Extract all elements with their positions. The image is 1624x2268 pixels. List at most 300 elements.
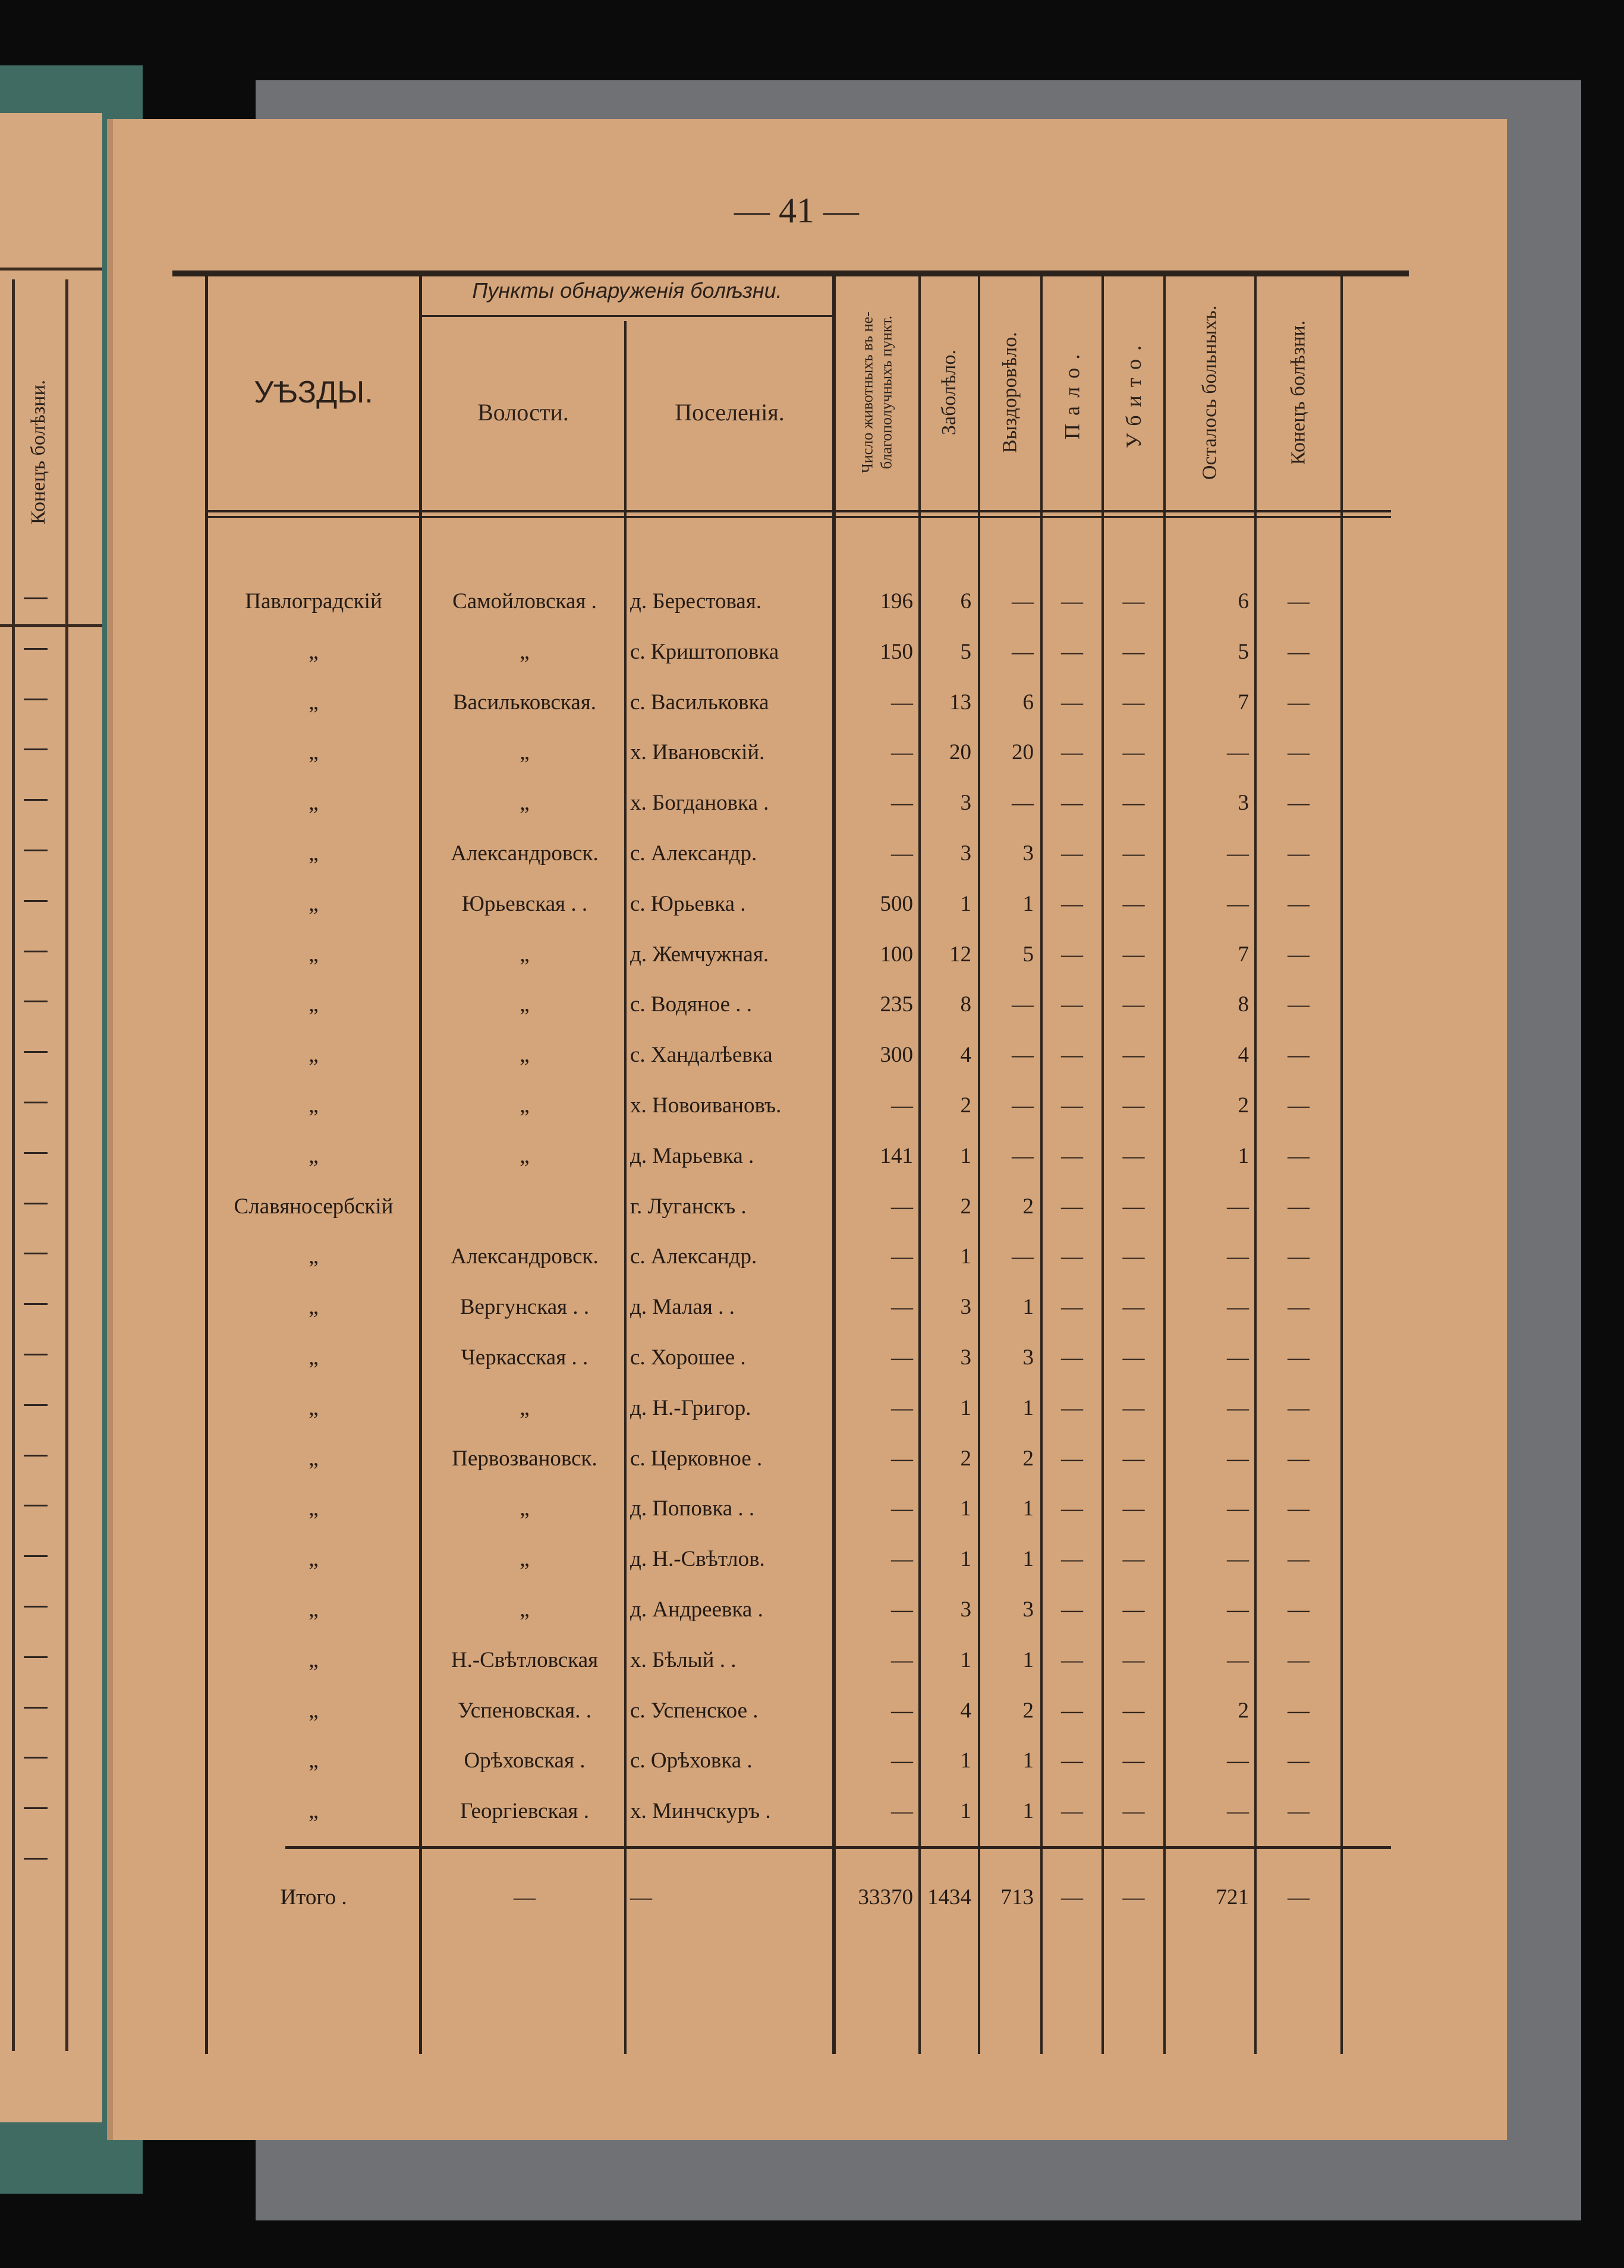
row-20-died-cell: — [1061,1597,1083,1622]
row-17-volost-cell: Первозвановск. [452,1446,597,1471]
row-18-end-cell: — [1288,1496,1310,1521]
row-20-ill-cell: 3 [960,1597,971,1622]
left-page-dash [24,799,48,801]
left-page-dash [24,1757,48,1759]
left-page-dash [24,1707,48,1709]
row-20-volost-cell: „ [520,1597,530,1622]
row-16-settlement-cell: д. Н.-Григор. [630,1396,751,1420]
row-23-ill-cell: 1 [960,1748,971,1773]
total-remain-cell: 721 [1216,1885,1249,1910]
row-6-end-cell: — [1288,892,1310,916]
row-16-remain-cell: — [1227,1396,1249,1420]
row-23-remain-cell: — [1227,1748,1249,1773]
row-3-died-cell: — [1061,740,1083,765]
row-24-died-cell: — [1061,1799,1083,1823]
total-recovered-cell: 713 [1000,1885,1034,1910]
row-10-district-cell: „ [309,1093,319,1118]
row-8-settlement-cell: с. Водяное . . [630,992,753,1017]
row-16-end-cell: — [1288,1396,1310,1420]
left-page-dash [24,1102,48,1103]
row-23-district-cell: „ [309,1748,319,1773]
row-6-volost-cell: Юрьевская . . [461,892,588,916]
row-11-remain-cell: 1 [1238,1144,1249,1168]
row-11-district-cell: „ [309,1144,319,1168]
row-16-volost-cell: „ [520,1396,530,1420]
page-number: — 41 — [734,191,859,230]
row-1-recovered-cell: — [1012,640,1034,664]
row-11-ill-cell: 1 [960,1144,971,1168]
row-13-settlement-cell: с. Александр. [630,1244,757,1269]
row-9-remain-cell: 4 [1238,1043,1249,1067]
row-4-killed-cell: — [1122,791,1145,815]
row-11-killed-cell: — [1122,1144,1145,1168]
row-18-ill-cell: 1 [960,1496,971,1521]
row-0-district-cell: Павлоградскій [245,589,382,614]
left-page-column-header: Конецъ болѣзни. [27,379,49,524]
row-13-recovered-cell: — [1012,1244,1034,1269]
row-4-recovered-cell: — [1012,791,1034,815]
row-0-remain-cell: 6 [1238,589,1249,614]
row-0-end-cell: — [1288,589,1310,614]
row-14-killed-cell: — [1122,1295,1145,1319]
row-24-end-cell: — [1288,1799,1310,1823]
row-15-ill-cell: 3 [960,1345,971,1370]
row-24-district-cell: „ [309,1799,319,1823]
row-17-district-cell: „ [309,1446,319,1471]
row-7-ill-cell: 12 [949,942,971,967]
left-page-header-rule [0,624,102,627]
row-18-died-cell: — [1061,1496,1083,1521]
left-page-dash [24,1203,48,1204]
row-3-end-cell: — [1288,740,1310,765]
left-page-dash [24,1303,48,1305]
row-20-animals-cell: — [891,1597,913,1622]
killed-header: Убито. [1122,336,1145,448]
row-0-recovered-cell: — [1012,589,1034,614]
row-12-settlement-cell: г. Луганскъ . [630,1194,747,1219]
left-page-dash [24,850,48,851]
row-4-animals-cell: — [891,791,913,815]
row-8-remain-cell: 8 [1238,992,1249,1017]
row-20-end-cell: — [1288,1597,1310,1622]
row-24-recovered-cell: 1 [1022,1799,1034,1823]
row-23-recovered-cell: 1 [1022,1748,1034,1773]
row-6-district-cell: „ [309,892,319,916]
points-group-header: Пункты обнаруженія болѣзни. [472,278,782,303]
row-9-district-cell: „ [309,1043,319,1067]
row-16-district-cell: „ [309,1396,319,1420]
row-24-animals-cell: — [891,1799,913,1823]
row-19-ill-cell: 1 [960,1547,971,1571]
left-page-fragment [0,113,102,2122]
row-10-recovered-cell: — [1012,1093,1034,1118]
row-0-killed-cell: — [1122,589,1145,614]
left-page-dash [24,748,48,750]
row-20-remain-cell: — [1227,1597,1249,1622]
row-4-settlement-cell: х. Богдановка . [630,791,769,815]
row-20-settlement-cell: д. Андреевка . [630,1597,763,1622]
row-9-animals-cell: 300 [880,1043,913,1067]
row-5-settlement-cell: с. Александр. [630,841,757,866]
row-1-remain-cell: 5 [1238,640,1249,664]
left-page-dash [24,1505,48,1506]
row-9-end-cell: — [1288,1043,1310,1067]
total-volost-cell: — [514,1885,536,1910]
row-10-killed-cell: — [1122,1093,1145,1118]
row-8-end-cell: — [1288,992,1310,1017]
row-15-killed-cell: — [1122,1345,1145,1370]
table-top-rule [172,270,1409,276]
row-17-killed-cell: — [1122,1446,1145,1471]
row-7-recovered-cell: 5 [1022,942,1034,967]
row-17-settlement-cell: с. Церковное . [630,1446,763,1471]
row-10-ill-cell: 2 [960,1093,971,1118]
row-18-district-cell: „ [309,1496,319,1521]
left-page-dash [24,597,48,599]
total-district-cell: Итого . [280,1885,347,1910]
row-14-settlement-cell: д. Малая . . [630,1295,735,1319]
row-6-animals-cell: 500 [880,892,913,916]
row-20-killed-cell: — [1122,1597,1145,1622]
row-23-animals-cell: — [891,1748,913,1773]
row-5-end-cell: — [1288,841,1310,866]
row-4-end-cell: — [1288,791,1310,815]
row-0-animals-cell: 196 [880,589,913,614]
row-17-ill-cell: 2 [960,1446,971,1471]
row-12-died-cell: — [1061,1194,1083,1219]
row-4-district-cell: „ [309,791,319,815]
row-3-animals-cell: — [891,740,913,765]
row-11-died-cell: — [1061,1144,1083,1168]
row-6-recovered-cell: 1 [1022,892,1034,916]
row-15-recovered-cell: 3 [1022,1345,1034,1370]
row-6-settlement-cell: с. Юрьевка . [630,892,746,916]
left-page-dash [24,951,48,952]
row-13-volost-cell: Александровск. [451,1244,599,1269]
row-22-ill-cell: 4 [960,1698,971,1723]
row-2-end-cell: — [1288,690,1310,715]
row-2-animals-cell: — [891,690,913,715]
row-10-end-cell: — [1288,1093,1310,1118]
row-5-animals-cell: — [891,841,913,866]
row-23-killed-cell: — [1122,1748,1145,1773]
row-10-settlement-cell: х. Новоивановъ. [630,1093,782,1118]
row-16-ill-cell: 1 [960,1396,971,1420]
row-7-district-cell: „ [309,942,319,967]
row-1-animals-cell: 150 [880,640,913,664]
row-1-district-cell: „ [309,640,319,664]
row-9-recovered-cell: — [1012,1043,1034,1067]
row-12-district-cell: Славяносербскій [234,1194,394,1219]
row-6-died-cell: — [1061,892,1083,916]
column-rule [624,321,627,2054]
row-11-volost-cell: „ [520,1144,530,1168]
row-1-ill-cell: 5 [960,640,971,664]
row-24-killed-cell: — [1122,1799,1145,1823]
left-page-dash [24,1354,48,1355]
row-19-settlement-cell: д. Н.-Свѣтлов. [630,1547,765,1571]
row-19-animals-cell: — [891,1547,913,1571]
row-8-recovered-cell: — [1012,992,1034,1017]
row-1-settlement-cell: с. Криштоповка [630,640,779,664]
row-21-district-cell: „ [309,1648,319,1672]
row-13-died-cell: — [1061,1244,1083,1269]
left-page-dash [24,1001,48,1002]
row-12-recovered-cell: 2 [1022,1194,1034,1219]
left-page-dash [24,1253,48,1254]
row-14-recovered-cell: 1 [1022,1295,1034,1319]
row-17-died-cell: — [1061,1446,1083,1471]
row-8-animals-cell: 235 [880,992,913,1017]
row-5-died-cell: — [1061,841,1083,866]
left-page-dash [24,1455,48,1457]
left-page-column-rule [65,279,68,2051]
group-header-underline [422,315,832,317]
row-22-remain-cell: 2 [1238,1698,1249,1723]
total-end-cell: — [1288,1885,1310,1910]
row-0-ill-cell: 6 [960,589,971,614]
row-5-recovered-cell: 3 [1022,841,1034,866]
row-13-killed-cell: — [1122,1244,1145,1269]
row-12-remain-cell: — [1227,1194,1249,1219]
row-8-died-cell: — [1061,992,1083,1017]
row-9-volost-cell: „ [520,1043,530,1067]
header-bottom-rule-2 [208,516,1391,518]
row-8-district-cell: „ [309,992,319,1017]
row-1-end-cell: — [1288,640,1310,664]
total-killed-cell: — [1122,1885,1145,1910]
row-21-volost-cell: Н.-Свѣтловская [451,1648,599,1672]
row-22-killed-cell: — [1122,1698,1145,1723]
row-19-recovered-cell: 1 [1022,1547,1034,1571]
districts-header: УѢЗДЫ. [254,375,373,410]
row-2-district-cell: „ [309,690,319,715]
row-8-ill-cell: 8 [960,992,971,1017]
left-page-dash [24,1606,48,1608]
row-18-settlement-cell: д. Поповка . . [630,1496,755,1521]
row-14-ill-cell: 3 [960,1295,971,1319]
row-7-settlement-cell: д. Жемчужная. [630,942,769,967]
total-separator-rule [285,1846,1391,1849]
row-22-volost-cell: Успеновская. . [458,1698,591,1723]
row-16-recovered-cell: 1 [1022,1396,1034,1420]
row-21-ill-cell: 1 [960,1648,971,1672]
row-22-district-cell: „ [309,1698,319,1723]
row-9-killed-cell: — [1122,1043,1145,1067]
row-6-ill-cell: 1 [960,892,971,916]
row-18-animals-cell: — [891,1496,913,1521]
row-10-died-cell: — [1061,1093,1083,1118]
row-9-ill-cell: 4 [960,1043,971,1067]
row-21-died-cell: — [1061,1648,1083,1672]
row-5-remain-cell: — [1227,841,1249,866]
row-3-killed-cell: — [1122,740,1145,765]
row-15-district-cell: „ [309,1345,319,1370]
row-13-remain-cell: — [1227,1244,1249,1269]
died-header: Пало. [1060,345,1084,439]
row-3-settlement-cell: х. Ивановскій. [630,740,765,765]
left-page-dash [24,1656,48,1658]
row-20-recovered-cell: 3 [1022,1597,1034,1622]
row-12-killed-cell: — [1122,1194,1145,1219]
row-7-remain-cell: 7 [1238,942,1249,967]
row-5-ill-cell: 3 [960,841,971,866]
row-12-end-cell: — [1288,1194,1310,1219]
row-8-killed-cell: — [1122,992,1145,1017]
row-2-ill-cell: 13 [949,690,971,715]
row-14-end-cell: — [1288,1295,1310,1319]
volosts-header: Волости. [477,399,569,426]
row-2-settlement-cell: с. Васильковка [630,690,769,715]
row-21-killed-cell: — [1122,1648,1145,1672]
row-14-district-cell: „ [309,1295,319,1319]
left-page-dash [24,1051,48,1053]
row-15-animals-cell: — [891,1345,913,1370]
row-2-died-cell: — [1061,690,1083,715]
row-5-volost-cell: Александровск. [451,841,599,866]
row-4-ill-cell: 3 [960,791,971,815]
row-11-animals-cell: 141 [880,1144,913,1168]
row-2-recovered-cell: 6 [1022,690,1034,715]
settlements-header: Поселенія. [675,399,785,426]
document-page [107,119,1507,2140]
row-10-volost-cell: „ [520,1093,530,1118]
row-4-died-cell: — [1061,791,1083,815]
row-5-district-cell: „ [309,841,319,866]
row-16-animals-cell: — [891,1396,913,1420]
row-3-ill-cell: 20 [949,740,971,765]
row-1-volost-cell: „ [520,640,530,664]
row-0-died-cell: — [1061,589,1083,614]
row-7-end-cell: — [1288,942,1310,967]
row-6-killed-cell: — [1122,892,1145,916]
row-23-settlement-cell: с. Орѣховка . [630,1748,753,1773]
left-page-dash [24,1555,48,1557]
row-19-remain-cell: — [1227,1547,1249,1571]
row-22-animals-cell: — [891,1698,913,1723]
row-18-killed-cell: — [1122,1496,1145,1521]
row-20-district-cell: „ [309,1597,319,1622]
row-13-animals-cell: — [891,1244,913,1269]
row-19-died-cell: — [1061,1547,1083,1571]
row-22-died-cell: — [1061,1698,1083,1723]
row-16-killed-cell: — [1122,1396,1145,1420]
row-17-animals-cell: — [891,1446,913,1471]
end-header: Конецъ болѣзни. [1287,320,1310,465]
animals-header: Число животныхъ въ не-благополучныхъ пункт. [858,312,895,473]
header-bottom-rule [208,510,1391,512]
row-17-recovered-cell: 2 [1022,1446,1034,1471]
total-died-cell: — [1061,1885,1083,1910]
total-settlement-cell: — [630,1885,652,1910]
row-13-end-cell: — [1288,1244,1310,1269]
row-14-animals-cell: — [891,1295,913,1319]
row-6-remain-cell: — [1227,892,1249,916]
row-7-volost-cell: „ [520,942,530,967]
column-rule [1340,276,1343,2054]
row-10-remain-cell: 2 [1238,1093,1249,1118]
row-11-settlement-cell: д. Марьевка . [630,1144,754,1168]
row-13-ill-cell: 1 [960,1244,971,1269]
row-18-volost-cell: „ [520,1496,530,1521]
row-24-ill-cell: 1 [960,1799,971,1823]
row-18-recovered-cell: 1 [1022,1496,1034,1521]
row-3-volost-cell: „ [520,740,530,765]
row-8-volost-cell: „ [520,992,530,1017]
total-animals-cell: 33370 [858,1885,913,1910]
row-11-end-cell: — [1288,1144,1310,1168]
fell-ill-header: Заболѣло. [938,350,960,435]
row-23-volost-cell: Орѣховская . [464,1748,586,1773]
total-ill-cell: 1434 [927,1885,971,1910]
row-7-killed-cell: — [1122,942,1145,967]
left-page-dash [24,1858,48,1860]
row-22-end-cell: — [1288,1698,1310,1723]
row-21-recovered-cell: 1 [1022,1648,1034,1672]
left-page-dash [24,900,48,902]
row-9-settlement-cell: с. Хандалѣевка [630,1043,773,1067]
left-page-dash [24,1404,48,1406]
left-page-dash [24,1152,48,1154]
row-2-volost-cell: Васильковская. [452,690,597,715]
row-14-died-cell: — [1061,1295,1083,1319]
column-rule [419,276,422,2054]
recovered-header: Выздоровѣло. [999,332,1021,453]
row-21-animals-cell: — [891,1648,913,1672]
row-13-district-cell: „ [309,1244,319,1269]
row-12-volost-cell [425,1182,624,1232]
row-10-animals-cell: — [891,1093,913,1118]
row-1-died-cell: — [1061,640,1083,664]
row-3-district-cell: „ [309,740,319,765]
left-page-top-rule [0,268,102,270]
row-21-settlement-cell: х. Бѣлый . . [630,1648,737,1672]
row-11-recovered-cell: — [1012,1144,1034,1168]
row-16-died-cell: — [1061,1396,1083,1420]
row-1-killed-cell: — [1122,640,1145,664]
row-12-ill-cell: 2 [960,1194,971,1219]
row-22-settlement-cell: с. Успенское . [630,1698,759,1723]
row-15-settlement-cell: с. Хорошее . [630,1345,746,1370]
row-15-died-cell: — [1061,1345,1083,1370]
row-15-remain-cell: — [1227,1345,1249,1370]
row-4-volost-cell: „ [520,791,530,815]
row-5-killed-cell: — [1122,841,1145,866]
left-page-dash [24,699,48,700]
row-24-settlement-cell: х. Минчскуръ . [630,1799,771,1823]
row-19-volost-cell: „ [520,1547,530,1571]
row-12-animals-cell: — [891,1194,913,1219]
row-19-end-cell: — [1288,1547,1310,1571]
row-23-died-cell: — [1061,1748,1083,1773]
row-3-recovered-cell: 20 [1012,740,1034,765]
row-18-remain-cell: — [1227,1496,1249,1521]
left-page-dash [24,648,48,650]
row-24-remain-cell: — [1227,1799,1249,1823]
row-17-end-cell: — [1288,1446,1310,1471]
row-23-end-cell: — [1288,1748,1310,1773]
row-7-animals-cell: 100 [880,942,913,967]
row-9-died-cell: — [1061,1043,1083,1067]
row-17-remain-cell: — [1227,1446,1249,1471]
row-14-remain-cell: — [1227,1295,1249,1319]
row-0-volost-cell: Самойловская . [452,589,597,614]
row-4-remain-cell: 3 [1238,791,1249,815]
row-21-remain-cell: — [1227,1648,1249,1672]
row-24-volost-cell: Георгіевская . [460,1799,589,1823]
row-19-district-cell: „ [309,1547,319,1571]
row-7-died-cell: — [1061,942,1083,967]
